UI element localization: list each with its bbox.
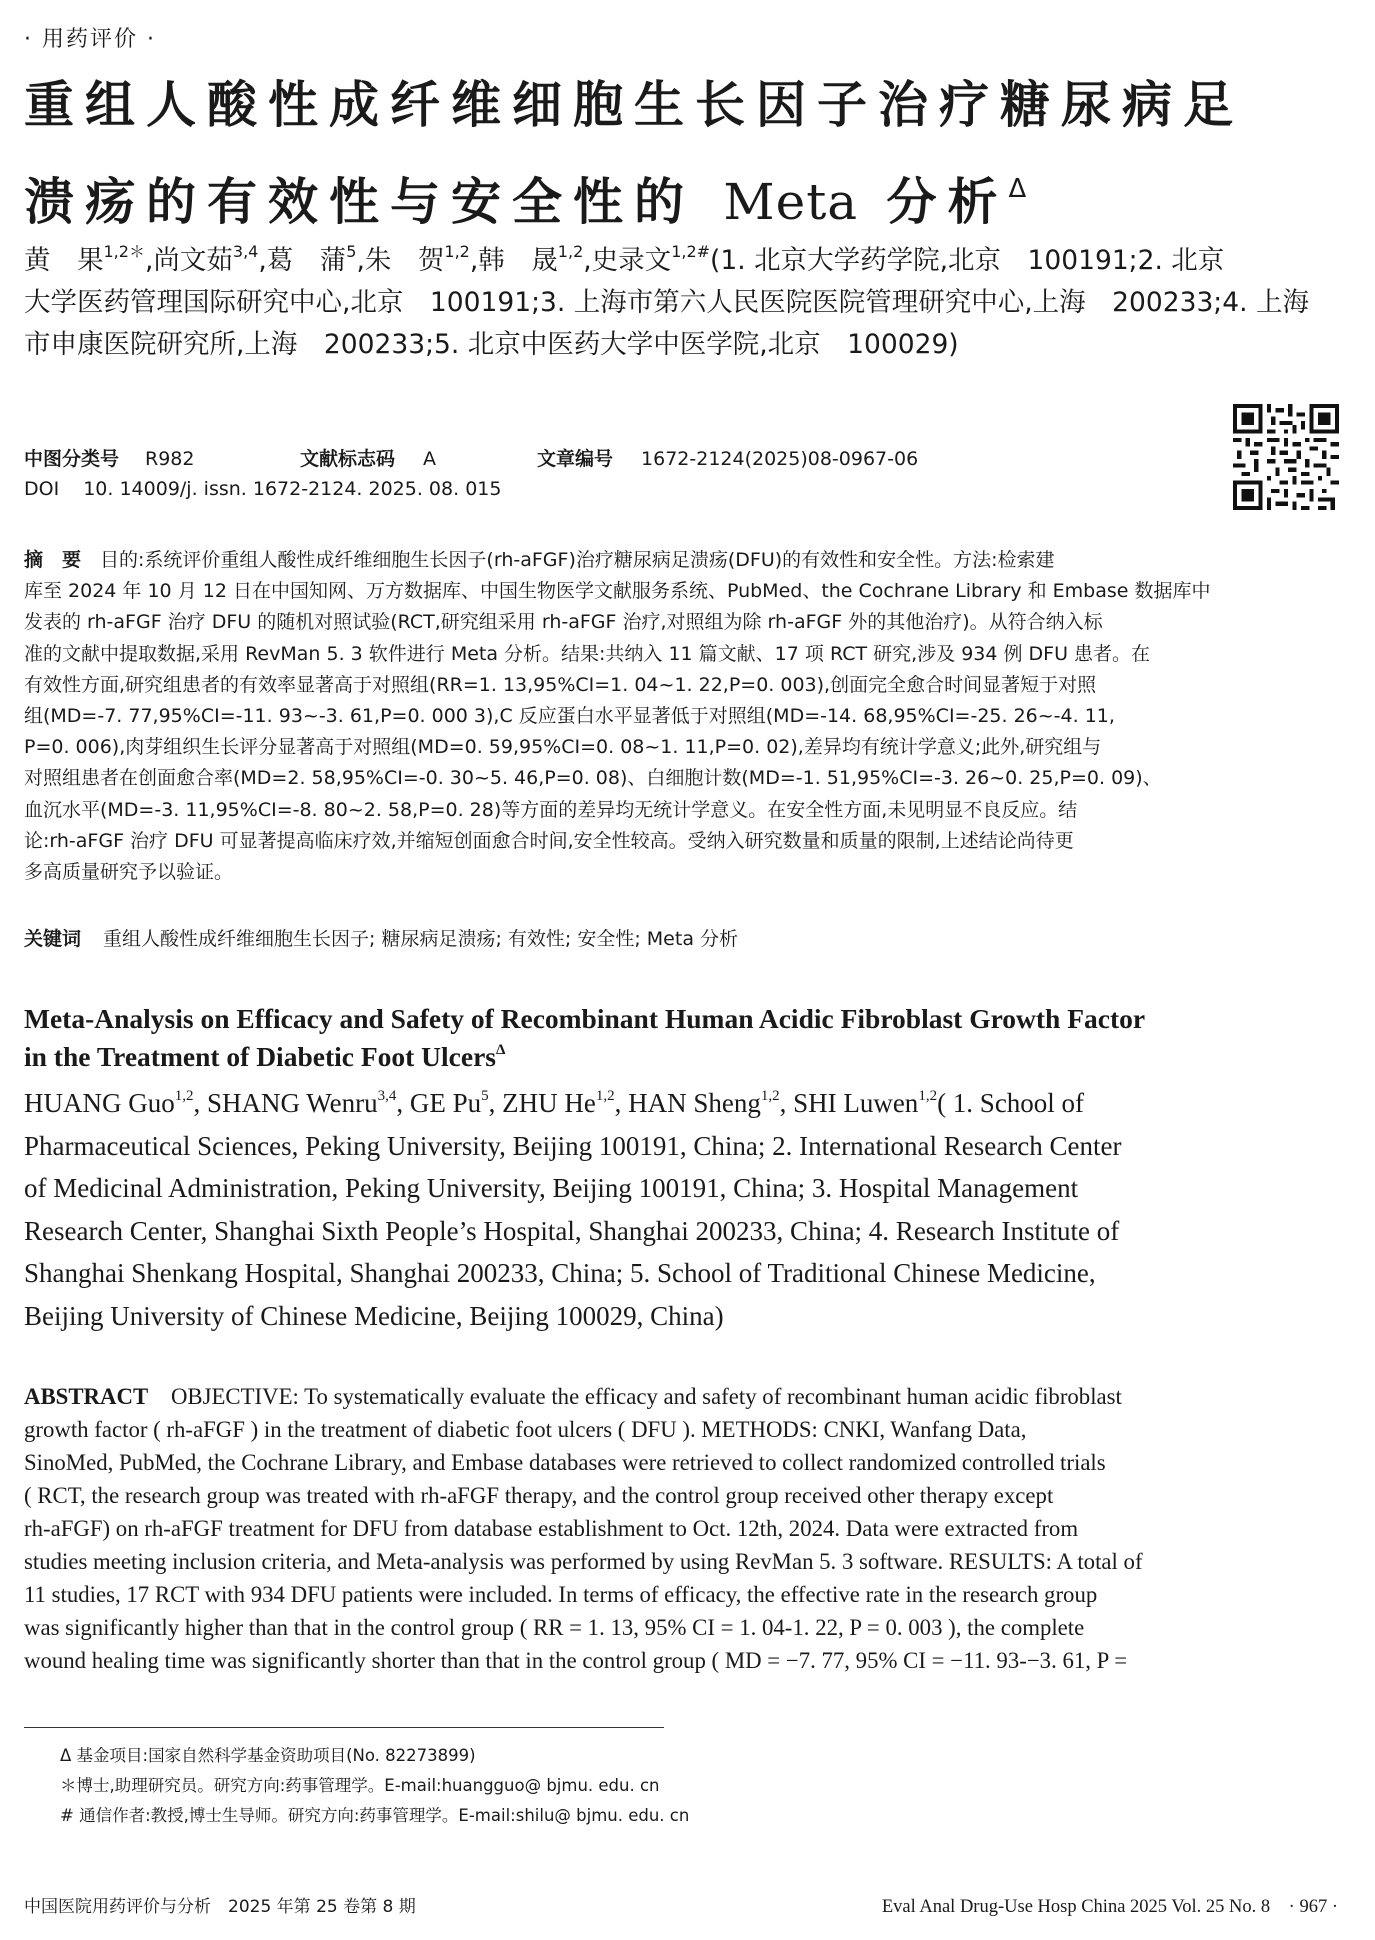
clc-value: R982 (145, 448, 195, 470)
abstract-cn-line-5: 有效性方面,研究组患者的有效率显著高于对照组(RR=1. 13,95%CI=1. 04~1. 22,P=0. 003),创面完全愈合时间显著短于对照 (24, 673, 1097, 696)
authors-en-line-1 (24, 1082, 1354, 1125)
footnote-first-author: ＊博士,助理研究员。研究方向:药事管理学。E-mail:huangguo@ bjmu. edu. cn (60, 1776, 660, 1795)
author-en-text: , HAN Sheng (614, 1088, 761, 1118)
abstract-en-line-5: rh-aFGF) on rh-aFGF treatment for DFU from database establishment to Oct. 12th, 2024. Data were extracted from (24, 1516, 1079, 1541)
abstract-en-line-9: wound healing time was significantly shorter than that in the control group ( MD = −7. 77, 95% CI = −11. 93-−3. 61, P = (24, 1648, 1128, 1673)
author-cn-text: ,朱 贺 (356, 245, 445, 276)
author-en-affiliation-sup: 3,4 (377, 1088, 397, 1104)
author-cn-affiliation-sup: 1,2# (671, 242, 711, 261)
abstract-cn-line-2: 库至 2024 年 10 月 12 日在中国知网、万方数据库、中国生物医学文献服务系统、PubMed、the Cochrane Library 和 Embase 数据库中 (24, 580, 1211, 603)
abstract-cn-line-11: 多高质量研究予以验证。 (24, 861, 234, 884)
doc-code-row (300, 444, 436, 471)
abstract-en-line-2: growth factor ( rh-aFGF ) in the treatment of diabetic foot ulcers ( DFU ). METHODS: CNKI, Wanfang Data, (24, 1417, 1027, 1442)
clc-label: 中图分类号 (24, 448, 120, 470)
section-label: · 用药评价 · (24, 27, 156, 52)
authors-en-line-6: Beijing University of Chinese Medicine, Beijing 100029, China) (24, 1300, 724, 1331)
footnote-corresponding-author: # 通信作者:教授,博士生导师。研究方向:药事管理学。E-mail:shilu@ bjmu. edu. cn (60, 1806, 690, 1825)
article-number-label: 文章编号 (537, 448, 614, 470)
author-en-affiliation-sup: 1,2 (595, 1088, 615, 1104)
keywords-cn-value: 重组人酸性成纤维细胞生长因子; 糖尿病足溃疡; 有效性; 安全性; Meta 分析 (103, 928, 738, 950)
title-en-line-1: Meta-Analysis on Efficacy and Safety of Recombinant Human Acidic Fibroblast Growth Factor (24, 1003, 1146, 1034)
authors-cn-line-2: 大学医药管理国际研究中心,北京 100191;3. 上海市第六人民医院医院管理研究中心,上海 200233;4. 上海 (24, 287, 1309, 318)
authors-en-line-4: Research Center, Shanghai Sixth People’s Hospital, Shanghai 200233, China; 4. Research Institute of (24, 1215, 1120, 1246)
footer-journal-cn: 中国医院用药评价与分析 2025 年第 25 卷第 8 期 (24, 1897, 416, 1917)
title-cn-fund-mark: Δ (1008, 174, 1027, 204)
authors-en-line-3: of Medicinal Administration, Peking University, Beijing 100191, China; 3. Hospital Management (24, 1173, 1079, 1204)
footnote-funding: Δ 基金项目:国家自然科学基金资助项目(No. 82273899) (60, 1746, 476, 1765)
author-en-affiliation-sup: 1,2 (918, 1088, 938, 1104)
author-cn-text: ,葛 蒲 (258, 245, 347, 276)
footnote-divider (24, 1727, 664, 1728)
article-number-value: 1672-2124(2025)08-0967-06 (641, 448, 919, 470)
authors-en-line-5: Shanghai Shenkang Hospital, Shanghai 200233, China; 5. School of Traditional Chinese Medicine, (24, 1258, 1096, 1289)
abstract-en-line-6: studies meeting inclusion criteria, and Meta-analysis was performed by using RevMan 5. 3 software. RESULTS: A total of (24, 1549, 1143, 1574)
abstract-cn-line-10: 论:rh-aFGF 治疗 DFU 可显著提高临床疗效,并缩短创面愈合时间,安全性较高。受纳入研究数量和质量的限制,上述结论尚待更 (24, 829, 1074, 852)
title-cn-suffix: 分析 (886, 173, 1009, 231)
authors-cn-line-1 (24, 240, 1354, 282)
title-cn-latin: Meta (723, 173, 859, 231)
author-en-text: , GE Pu (396, 1088, 482, 1118)
abstract-en-line-8: was significantly higher than that in the control group ( RR = 1. 13, 95% CI = 1. 04-1. 22, P = 0. 003 ), the complete (24, 1615, 1085, 1640)
doc-code-value: A (423, 448, 437, 470)
title-cn-line-2 (24, 158, 1354, 233)
author-cn-text: ,韩 晟 (469, 245, 558, 276)
doi-label: DOI (24, 478, 60, 500)
author-cn-text: 黄 果 (24, 245, 104, 276)
author-en-text: , SHI Luwen (779, 1088, 919, 1118)
qr-code-icon[interactable] (1233, 404, 1339, 510)
author-en-affiliation-sup: 1,2 (760, 1088, 780, 1104)
authors-en-line-2: Pharmaceutical Sciences, Peking University, Beijing 100191, China; 2. International Research Center (24, 1130, 1122, 1161)
abstract-en-label: ABSTRACT (24, 1384, 149, 1409)
title-en-line-2: in the Treatment of Diabetic Foot Ulcers (24, 1041, 496, 1072)
doc-code-label: 文献标志码 (300, 448, 396, 470)
footer-journal-en: Eval Anal Drug-Use Hosp China 2025 Vol. 25 No. 8 · 967 · (881, 1897, 1338, 1917)
abstract-cn-line-1: 目的:系统评价重组人酸性成纤维细胞生长因子(rh-aFGF)治疗糖尿病足溃疡(DFU)的有效性和安全性。方法:检索建 (100, 549, 1055, 571)
author-cn-text: ,尚文茹 (144, 245, 233, 276)
author-en-text: HUANG Guo (24, 1088, 175, 1118)
abstract-cn-line-7: P=0. 006),肉芽组织生长评分显著高于对照组(MD=0. 59,95%CI=0. 08~1. 11,P=0. 02),差异均有统计学意义;此外,研究组与 (24, 736, 1102, 759)
article-number-row (537, 444, 918, 471)
abstract-cn-line-9: 血沉水平(MD=-3. 11,95%CI=-8. 80~2. 58,P=0. 28)等方面的差异均无统计学意义。在安全性方面,未见明显不良反应。结 (24, 798, 1078, 821)
abstract-en-line-4: ( RCT, the research group was treated with rh-aFGF therapy, and the control group received other therapy except (24, 1483, 1054, 1508)
abstract-cn (24, 545, 1354, 888)
title-en-fund-mark: Δ (495, 1042, 506, 1058)
abstract-cn-line-3: 发表的 rh-aFGF 治疗 DFU 的随机对照试验(RCT,研究组采用 rh-aFGF 治疗,对照组为除 rh-aFGF 外的其他治疗)。从符合纳入标 (24, 611, 1103, 634)
abstract-cn-label: 摘 要 (24, 549, 82, 571)
title-cn-line-1: 重组人酸性成纤维细胞生长因子治疗糖尿病足 (24, 76, 1244, 134)
author-cn-affiliation-sup: 1,2＊ (103, 242, 145, 261)
authors-cn-line-3: 市申康医院研究所,上海 200233;5. 北京中医药大学中医学院,北京 100029) (24, 329, 959, 360)
author-en-affiliation-sup: 1,2 (174, 1088, 194, 1104)
abstract-cn-line-8: 对照组患者在创面愈合率(MD=2. 58,95%CI=-0. 30~5. 46,P=0. 08)、白细胞计数(MD=-1. 51,95%CI=-3. 26~0. 25,P=0. 09)、 (24, 767, 1162, 790)
title-en (24, 1000, 1354, 1076)
abstract-cn-line-6: 组(MD=-7. 77,95%CI=-11. 93~-3. 61,P=0. 000 3),C 反应蛋白水平显著低于对照组(MD=-14. 68,95%CI=-25. 26~-4. 11, (24, 705, 1115, 728)
author-cn-text: (1. 北京大学药学院,北京 100191;2. 北京 (710, 245, 1225, 276)
author-en-text: , SHANG Wenru (193, 1088, 378, 1118)
author-cn-affiliation-sup: 1,2 (557, 242, 584, 261)
author-cn-text: ,史录文 (583, 245, 672, 276)
doi-value: 10. 14009/j. issn. 1672-2124. 2025. 08. 015 (83, 478, 502, 500)
keywords-cn (24, 924, 738, 951)
clc-row (24, 444, 194, 471)
abstract-en-line-3: SinoMed, PubMed, the Cochrane Library, and Embase databases were retrieved to collect randomized controlled trials (24, 1450, 1106, 1475)
author-cn-affiliation-sup: 3,4 (232, 242, 259, 261)
keywords-cn-label: 关键词 (24, 928, 82, 950)
author-en-text: ( 1. School of (937, 1088, 1085, 1118)
author-en-text: , ZHU He (488, 1088, 596, 1118)
author-cn-affiliation-sup: 5 (346, 242, 357, 261)
abstract-cn-line-4: 准的文献中提取数据,采用 RevMan 5. 3 软件进行 Meta 分析。结果:共纳入 11 篇文献、17 项 RCT 研究,涉及 934 例 DFU 患者。在 (24, 642, 1151, 665)
abstract-en (24, 1380, 1354, 1677)
author-en-affiliation-sup: 5 (481, 1088, 489, 1104)
title-cn-prefix: 溃疡的有效性与安全性的 (24, 173, 695, 231)
authors-en (24, 1082, 1354, 1338)
author-cn-affiliation-sup: 1,2 (444, 242, 470, 261)
abstract-en-line-1: OBJECTIVE: To systematically evaluate the efficacy and safety of recombinant human acidic fibroblast (170, 1384, 1122, 1409)
doi-row (24, 478, 501, 500)
abstract-en-line-7: 11 studies, 17 RCT with 934 DFU patients were included. In terms of efficacy, the effective rate in the research group (24, 1582, 1098, 1607)
authors-cn (24, 240, 1354, 366)
